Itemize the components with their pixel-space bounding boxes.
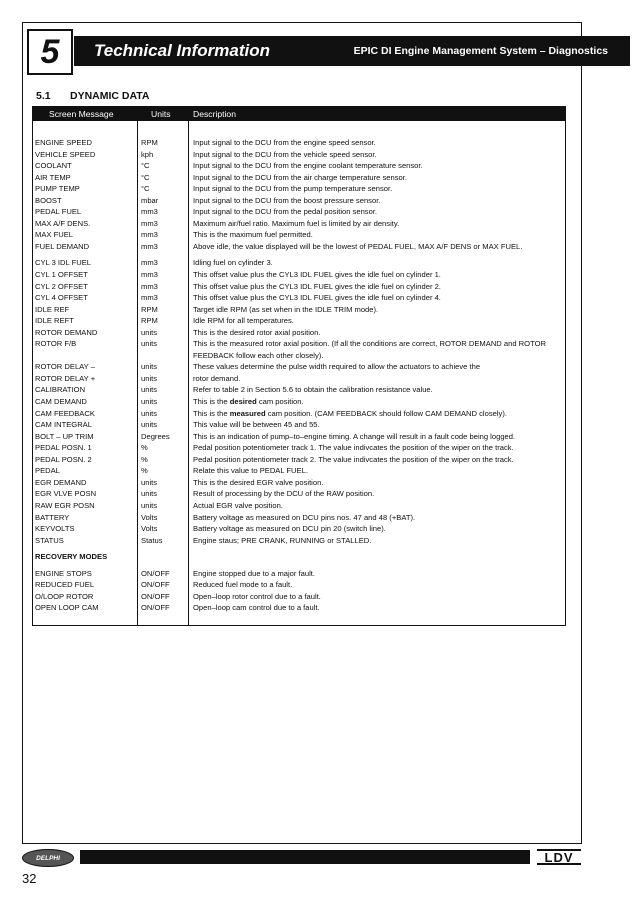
description-cell: This is the desired rotor axial position. <box>193 327 321 337</box>
ldv-logo: LDV <box>537 849 581 865</box>
screen-message-cell: CAM DEMAND <box>35 397 87 407</box>
header-title: Technical Information <box>94 41 271 60</box>
table-row <box>33 579 565 591</box>
chapter-number: 5 <box>27 29 73 75</box>
emphasis-text: desired <box>229 397 257 407</box>
table-row <box>33 183 565 195</box>
description-text: cam position. <box>256 397 304 407</box>
units-cell: ON/OFF <box>141 568 170 578</box>
description-cell: This offset value plus the CYL3 IDL FUEL gives the idle fuel on cylinder 2. <box>193 281 441 291</box>
units-cell: units <box>141 373 158 383</box>
screen-message-cell: MAX A/F DENS. <box>35 218 91 228</box>
units-cell: Volts <box>141 524 158 534</box>
description-cell: This is the maximum fuel permitted. <box>193 230 313 240</box>
table-row <box>33 292 565 304</box>
units-cell: mm3 <box>141 293 158 303</box>
screen-message-cell: COOLANT <box>35 161 72 171</box>
screen-message-cell: PEDAL FUEL <box>35 207 82 217</box>
units-cell: mm3 <box>141 270 158 280</box>
table-row <box>33 488 565 500</box>
table-row <box>33 172 565 184</box>
description-cell: This is the measured rotor axial position. (If all the conditions are correct, ROTOR DEMAND and ROTOR FEEDBACK follow each other closely). <box>193 339 546 360</box>
table-row <box>33 431 565 443</box>
units-cell: units <box>141 397 158 407</box>
units-cell: kph <box>141 149 154 159</box>
table-row <box>33 160 565 172</box>
screen-message-cell: ENGINE STOPS <box>35 568 92 578</box>
units-cell: mm3 <box>141 281 158 291</box>
screen-message-cell: IDLE REF <box>35 304 70 314</box>
units-cell: units <box>141 500 158 510</box>
table-row <box>33 591 565 603</box>
units-cell: mm3 <box>141 241 158 251</box>
section-number: 5.1 <box>36 90 51 102</box>
units-cell: units <box>141 385 158 395</box>
description-cell: Open–loop rotor control due to a fault. <box>193 591 321 601</box>
column-header-units: Units <box>151 109 171 119</box>
description-cell: This offset value plus the CYL3 IDL FUEL gives the idle fuel on cylinder 4. <box>193 293 441 303</box>
table-row <box>33 568 565 580</box>
screen-message-cell: CAM FEEDBACK <box>35 408 95 418</box>
table-row <box>33 281 565 293</box>
screen-message-cell: PUMP TEMP <box>35 184 80 194</box>
screen-message-cell: PEDAL <box>35 466 60 476</box>
table-row <box>33 229 565 241</box>
units-cell: units <box>141 339 158 349</box>
table-row <box>33 419 565 431</box>
description-cell: Battery voltage as measured on DCU pins nos. 47 and 48 (+BAT). <box>193 512 416 522</box>
screen-message-cell: REDUCED FUEL <box>35 580 95 590</box>
table-row <box>33 206 565 218</box>
table-row <box>33 315 565 327</box>
screen-message-cell: AIR TEMP <box>35 172 71 182</box>
description-cell: Relate this value to PEDAL FUEL. <box>193 466 308 476</box>
table-row <box>33 373 565 385</box>
units-cell: mm3 <box>141 207 158 217</box>
units-cell: mm3 <box>141 258 158 268</box>
description-cell: Actual EGR valve position. <box>193 500 283 510</box>
units-cell: RPM <box>141 138 158 147</box>
subheading-label: RECOVERY MODES <box>35 552 108 562</box>
table-row <box>33 327 565 339</box>
units-cell: ON/OFF <box>141 603 170 613</box>
description-cell: Engine stopped due to a major fault. <box>193 568 316 578</box>
table-row <box>33 241 565 253</box>
table-row <box>33 361 565 373</box>
description-cell: Input signal to the DCU from the pedal position sensor. <box>193 207 378 217</box>
table-row <box>33 218 565 230</box>
screen-message-cell: BOLT – UP TRIM <box>35 431 94 441</box>
screen-message-cell: VEHICLE SPEED <box>35 149 96 159</box>
table-row <box>33 384 565 396</box>
description-cell: Battery voltage as measured on DCU pin 20 (switch line). <box>193 524 386 534</box>
units-cell: units <box>141 420 158 430</box>
units-cell: Volts <box>141 512 158 522</box>
screen-message-cell: EGR VLVE POSN <box>35 489 97 499</box>
units-cell: % <box>141 466 148 476</box>
units-cell: units <box>141 477 158 487</box>
description-cell: Input signal to the DCU from the engine coolant temperature sensor. <box>193 161 423 171</box>
screen-message-cell: BOOST <box>35 195 62 205</box>
screen-message-cell: ROTOR DEMAND <box>35 327 98 337</box>
table-row <box>33 602 565 614</box>
units-cell: % <box>141 454 148 464</box>
emphasis-text: measured <box>229 408 266 418</box>
screen-message-cell: CAM INTEGRAL <box>35 420 92 430</box>
description-cell: Above idle, the value displayed will be the lowest of PEDAL FUEL, MAX A/F DENS or MAX FUEL. <box>193 241 523 251</box>
units-cell: Degrees <box>141 431 170 441</box>
screen-message-cell: FUEL DEMAND <box>35 241 90 251</box>
description-cell: Result of processing by the DCU of the RAW position. <box>193 489 375 499</box>
screen-message-cell: PEDAL POSN. 2 <box>35 454 92 464</box>
units-cell: units <box>141 408 158 418</box>
table-row <box>33 523 565 535</box>
units-cell: units <box>141 489 158 499</box>
section-heading <box>36 90 150 102</box>
table-row <box>33 149 565 161</box>
units-cell: Status <box>141 535 163 545</box>
table-row <box>33 304 565 316</box>
screen-message-cell: ROTOR F/B <box>35 339 77 349</box>
table-row <box>33 137 565 149</box>
table-row <box>33 500 565 512</box>
units-cell: ON/OFF <box>141 580 170 590</box>
table-row <box>33 257 565 269</box>
units-cell: °C <box>141 184 150 194</box>
table-row <box>33 512 565 524</box>
units-cell: RPM <box>141 316 158 326</box>
column-header-screen-message: Screen Message <box>49 109 114 119</box>
description-cell: This is the desired EGR valve position. <box>193 477 324 487</box>
table-row <box>33 269 565 281</box>
description-cell: Idling fuel on cylinder 3. <box>193 258 273 268</box>
units-cell: mm3 <box>141 218 158 228</box>
description-cell: Input signal to the DCU from the pump temperature sensor. <box>193 184 393 194</box>
units-cell: RPM <box>141 304 158 314</box>
page-number: 32 <box>22 871 37 886</box>
screen-message-cell: CALIBRATION <box>35 385 86 395</box>
screen-message-cell: ROTOR DELAY – <box>35 362 95 372</box>
description-cell: Pedal position potentiometer track 2. The value indivcates the position of the wiper on the track. <box>193 454 514 464</box>
description-cell: Input signal to the DCU from the engine speed sensor. <box>193 138 376 147</box>
description-cell: Input signal to the DCU from the boost pressure sensor. <box>193 195 381 205</box>
dynamic-data-table <box>32 106 566 626</box>
screen-message-cell: O/LOOP ROTOR <box>35 591 94 601</box>
table-body <box>33 132 565 614</box>
footer-band <box>80 850 530 864</box>
table-header <box>33 107 565 121</box>
table-subheading <box>33 551 565 563</box>
column-header-description: Description <box>193 109 236 119</box>
units-cell: % <box>141 443 148 453</box>
section-title: DYNAMIC DATA <box>70 90 150 102</box>
description-cell: Input signal to the DCU from the air charge temperature sensor. <box>193 172 407 182</box>
screen-message-cell: EGR DEMAND <box>35 477 87 487</box>
description-cell: Open–loop cam control due to a fault. <box>193 603 320 613</box>
description-cell <box>193 551 563 563</box>
table-row <box>33 338 565 361</box>
description-cell: Pedal position potentiometer track 1. The value indivcates the position of the wiper on the track. <box>193 443 514 453</box>
description-text: cam position. (CAM FEEDBACK should follow CAM DEMAND closely). <box>265 408 507 418</box>
table-row <box>33 195 565 207</box>
screen-message-cell: ENGINE SPEED <box>35 138 92 147</box>
units-cell: units <box>141 362 158 372</box>
page-header <box>22 22 608 82</box>
description-cell: Maximum air/fuel ratio. Maximum fuel is limited by air density. <box>193 218 400 228</box>
screen-message-cell: BATTERY <box>35 512 70 522</box>
screen-message-cell: ROTOR DELAY + <box>35 373 96 383</box>
screen-message-cell: PEDAL POSN. 1 <box>35 443 92 453</box>
description-cell <box>193 408 563 420</box>
header-band <box>74 36 630 66</box>
table-row <box>33 454 565 466</box>
table-row <box>33 535 565 547</box>
description-text: This is the <box>193 397 230 407</box>
screen-message-cell: CYL 2 OFFSET <box>35 281 88 291</box>
header-subtitle: EPIC DI Engine Management System – Diagnostics <box>353 45 608 57</box>
description-cell: This is an indication of pump–to–engine timing. A change will result in a fault code being logged. <box>193 431 516 441</box>
screen-message-cell: MAX FUEL <box>35 230 73 240</box>
description-cell: This offset value plus the CYL3 IDL FUEL gives the idle fuel on cylinder 1. <box>193 270 441 280</box>
screen-message-cell: RAW EGR POSN <box>35 500 95 510</box>
description-cell: This value will be between 45 and 55. <box>193 420 320 430</box>
units-cell: ON/OFF <box>141 591 170 601</box>
screen-message-cell: OPEN LOOP CAM <box>35 603 99 613</box>
units-cell: °C <box>141 161 150 171</box>
screen-message-cell: CYL 1 OFFSET <box>35 270 88 280</box>
table-row <box>33 477 565 489</box>
table-row <box>33 465 565 477</box>
table-row <box>33 396 565 408</box>
description-cell: These values determine the pulse width required to allow the actuators to achieve the <box>193 362 481 372</box>
units-cell: units <box>141 327 158 337</box>
description-text: This is the <box>193 408 230 418</box>
table-row <box>33 442 565 454</box>
description-cell <box>193 396 563 408</box>
units-cell: °C <box>141 172 150 182</box>
screen-message-cell: CYL 4 OFFSET <box>35 293 88 303</box>
description-cell: Input signal to the DCU from the vehicle speed sensor. <box>193 149 377 159</box>
screen-message-cell: STATUS <box>35 535 64 545</box>
units-cell: mbar <box>141 195 159 205</box>
description-cell: Engine staus; PRE CRANK, RUNNING or STALLED. <box>193 535 372 545</box>
screen-message-cell: KEYVOLTS <box>35 524 75 534</box>
description-cell: Refer to table 2 in Section 5.6 to obtain the calibration resistance value. <box>193 385 433 395</box>
screen-message-cell: IDLE REFT <box>35 316 74 326</box>
delphi-logo: DELPHI <box>22 849 74 867</box>
description-cell: Target idle RPM (as set when in the IDLE TRIM mode). <box>193 304 379 314</box>
description-cell: Reduced fuel mode to a fault. <box>193 580 293 590</box>
table-row <box>33 408 565 420</box>
screen-message-cell: CYL 3 IDL FUEL <box>35 258 91 268</box>
description-cell: rotor demand. <box>193 373 241 383</box>
description-cell: Idle RPM for all temperatures. <box>193 316 294 326</box>
units-cell: mm3 <box>141 230 158 240</box>
